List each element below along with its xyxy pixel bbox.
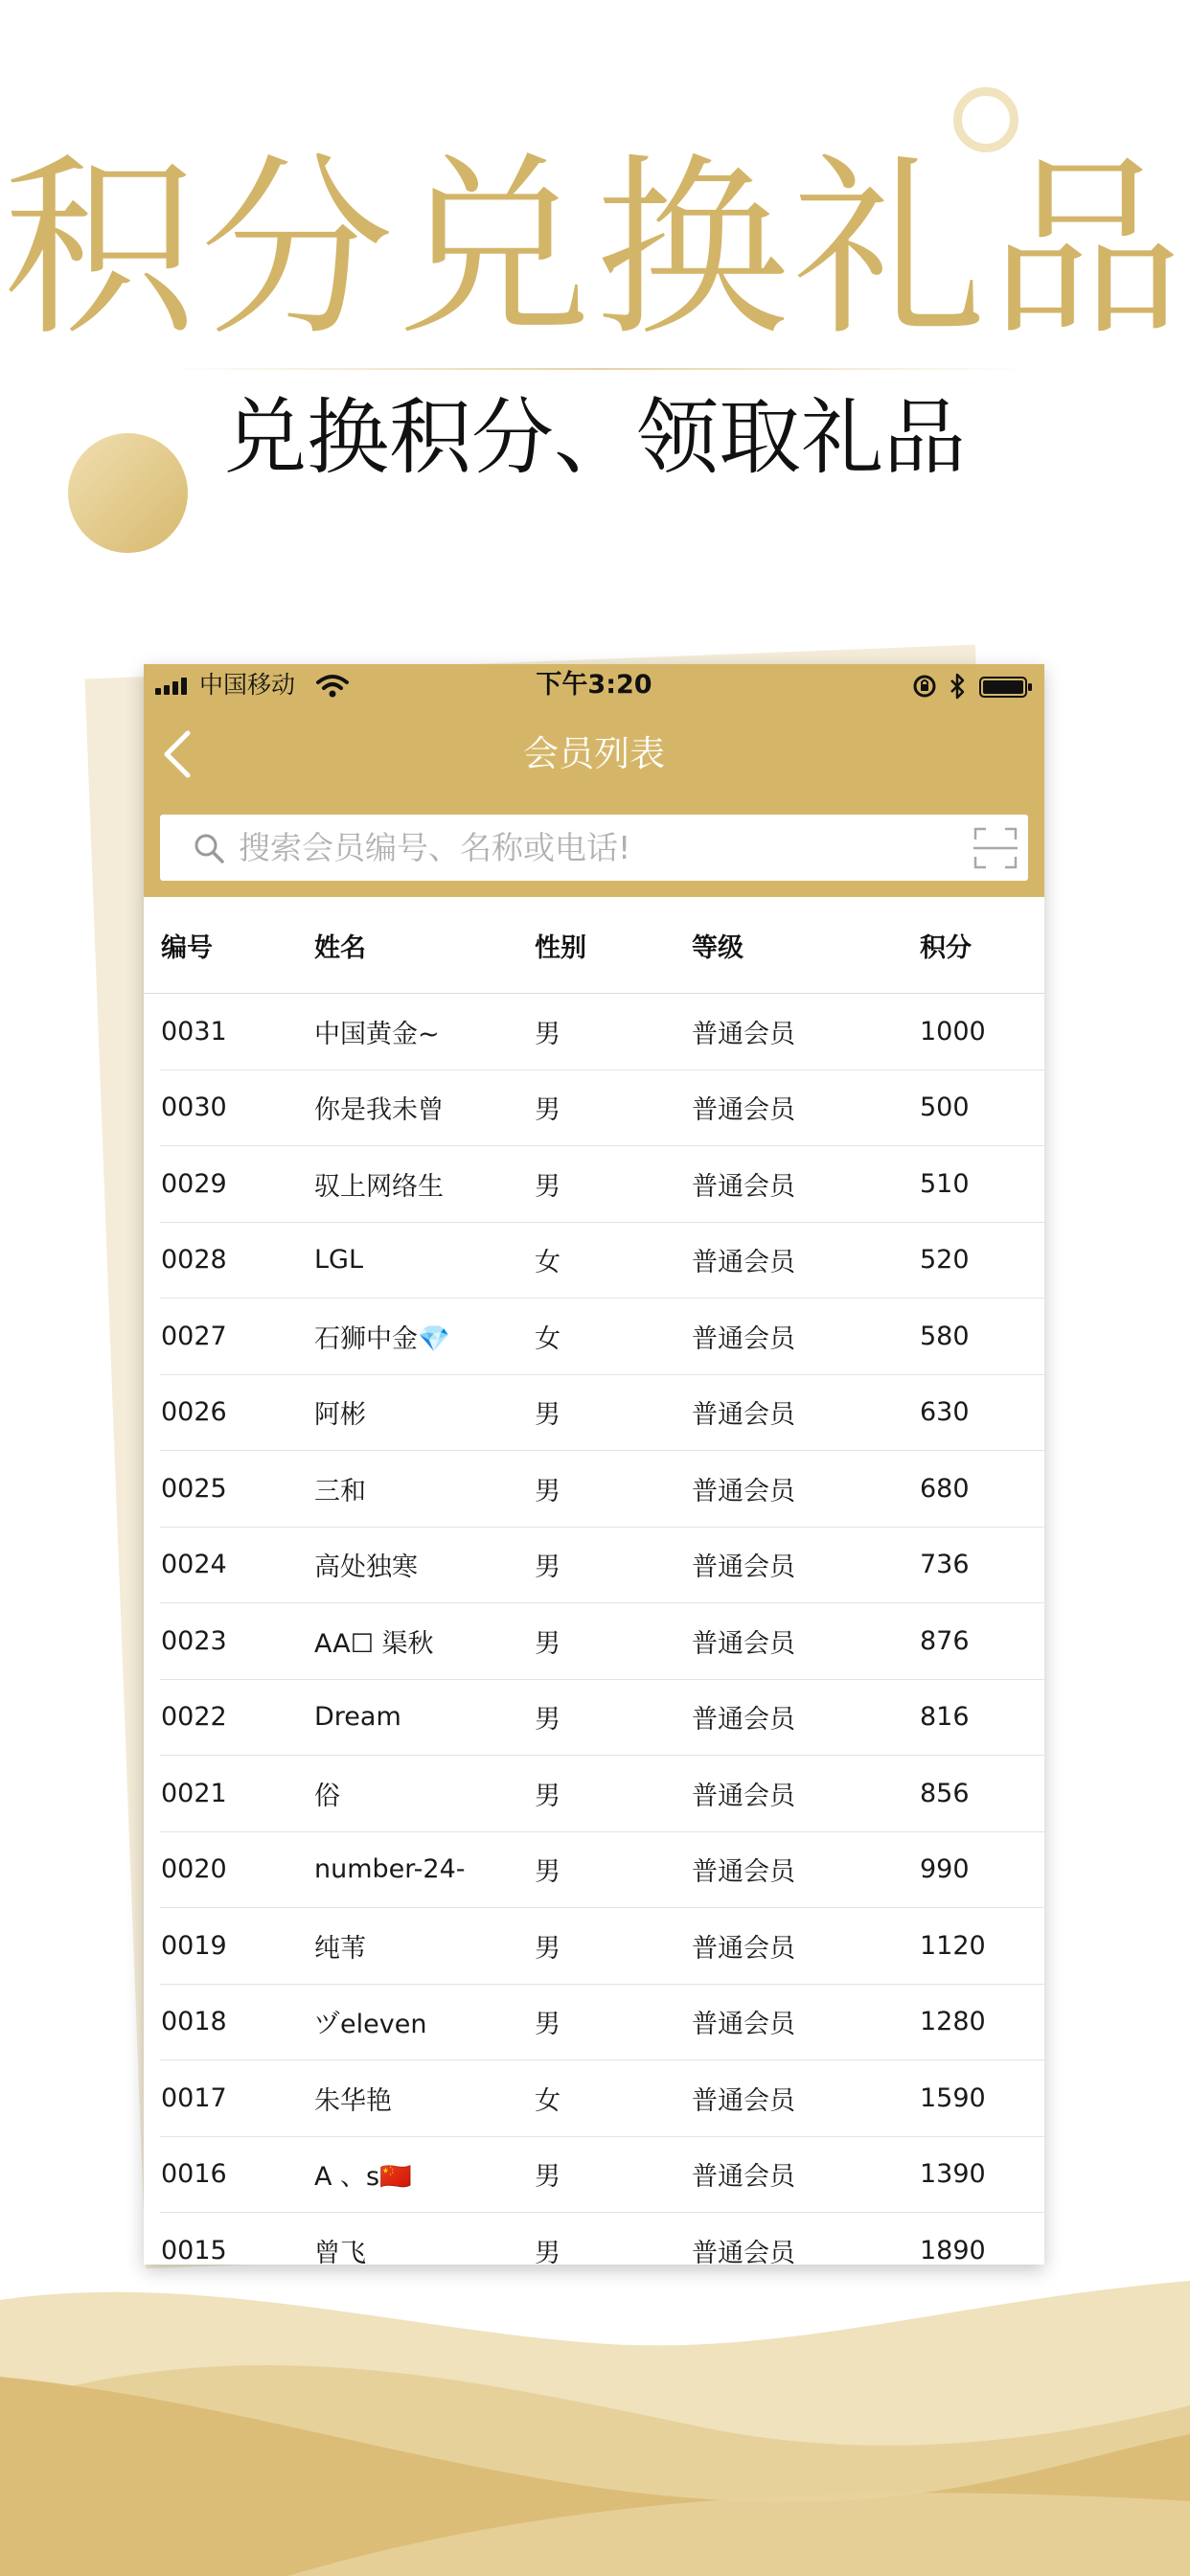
cell-id: 0027 (161, 1321, 227, 1351)
cell-level: 普通会员 (692, 1095, 795, 1126)
cell-level: 普通会员 (692, 2238, 795, 2265)
cell-name: 俗 (314, 1781, 340, 1811)
cell-level: 普通会员 (692, 1019, 795, 1049)
table-row[interactable] (160, 1908, 1044, 1985)
cell-level: 普通会员 (692, 1933, 795, 1964)
table-row[interactable] (160, 1375, 1044, 1452)
cell-id: 0015 (161, 2235, 227, 2265)
cell-gender: 男 (535, 1552, 561, 1583)
table-row[interactable] (160, 2213, 1044, 2265)
cell-level: 普通会员 (692, 1171, 795, 1202)
cell-level: 普通会员 (692, 1248, 795, 1278)
cell-points: 580 (920, 1321, 970, 1351)
cell-points: 990 (920, 1854, 970, 1885)
table-row[interactable] (160, 1146, 1044, 1223)
table-row[interactable] (160, 1756, 1044, 1832)
cell-name: 驭上网络生 (314, 1171, 444, 1202)
cell-level: 普通会员 (692, 1400, 795, 1431)
header-level: 等级 (692, 932, 744, 963)
table-row[interactable] (160, 1603, 1044, 1680)
cell-name: 高处独寒 (314, 1552, 418, 1583)
cell-points: 876 (920, 1625, 970, 1656)
cell-points: 680 (920, 1473, 970, 1504)
cell-level: 普通会员 (692, 1476, 795, 1506)
cell-name: ヅeleven (314, 2010, 427, 2040)
cell-id: 0030 (161, 1092, 227, 1123)
cell-level: 普通会员 (692, 2162, 795, 2193)
cell-level: 普通会员 (692, 2010, 795, 2040)
cell-name: 阿彬 (314, 1400, 366, 1431)
cell-gender: 男 (535, 1476, 561, 1506)
cell-name: 曾飞 (314, 2238, 366, 2265)
decorative-circle (68, 433, 188, 553)
bluetooth-icon (949, 673, 966, 700)
cell-gender: 男 (535, 1857, 561, 1888)
cell-id: 0031 (161, 1016, 227, 1046)
orientation-lock-icon (912, 674, 937, 699)
cell-gender: 男 (535, 2010, 561, 2040)
cell-points: 520 (920, 1245, 970, 1276)
cell-name: 石狮中金💎 (314, 1323, 450, 1354)
table-row[interactable] (160, 1680, 1044, 1757)
page-title: 会员列表 (523, 733, 665, 774)
cell-gender: 男 (535, 1781, 561, 1811)
table-row[interactable] (160, 2060, 1044, 2137)
cell-level: 普通会员 (692, 1552, 795, 1583)
cell-id: 0017 (161, 2082, 227, 2113)
cell-gender: 男 (535, 1095, 561, 1126)
cell-gender: 男 (535, 1171, 561, 1202)
cell-id: 0025 (161, 1473, 227, 1504)
cell-id: 0028 (161, 1245, 227, 1276)
carrier-label: 中国移动 (199, 671, 296, 699)
cell-gender: 男 (535, 1019, 561, 1049)
cell-id: 0024 (161, 1550, 227, 1580)
cell-id: 0016 (161, 2159, 227, 2190)
table-header-row (144, 897, 1044, 994)
cell-points: 1590 (920, 2082, 986, 2113)
header-gender: 性别 (535, 932, 586, 963)
cell-name: 中国黄金~ (314, 1019, 440, 1049)
cell-points: 510 (920, 1168, 970, 1199)
cell-points: 1890 (920, 2235, 986, 2265)
headline-divider (168, 368, 1030, 370)
cell-level: 普通会员 (692, 1705, 795, 1736)
table-row[interactable] (160, 1528, 1044, 1604)
search-bar[interactable] (160, 815, 1028, 881)
battery-icon (979, 677, 1033, 698)
cell-points: 1280 (920, 2007, 986, 2037)
cell-id: 0018 (161, 2007, 227, 2037)
header-id: 编号 (161, 932, 213, 963)
cell-gender: 男 (535, 2238, 561, 2265)
poster-headline: 积分兑换礼品 (3, 136, 1187, 362)
cell-id: 0026 (161, 1397, 227, 1428)
cell-points: 500 (920, 1092, 970, 1123)
phone-screen (144, 664, 1044, 2265)
table-row[interactable] (160, 1832, 1044, 1909)
cell-level: 普通会员 (692, 1781, 795, 1811)
cell-points: 856 (920, 1778, 970, 1808)
status-bar (144, 664, 1044, 706)
cell-id: 0029 (161, 1168, 227, 1199)
header-points: 积分 (920, 932, 972, 963)
cell-gender: 男 (535, 2162, 561, 2193)
cell-gender: 男 (535, 1705, 561, 1736)
table-row[interactable] (160, 2137, 1044, 2214)
cell-gender: 男 (535, 1400, 561, 1431)
cell-id: 0021 (161, 1778, 227, 1808)
cell-gender: 男 (535, 1628, 561, 1659)
cell-gender: 女 (535, 2085, 561, 2116)
cell-gender: 男 (535, 1933, 561, 1964)
cell-gender: 女 (535, 1323, 561, 1354)
cell-name: 朱华艳 (314, 2085, 392, 2116)
cell-name: 纯苇 (314, 1933, 366, 1964)
cell-name: number-24- (314, 1854, 466, 1885)
table-row[interactable] (160, 1451, 1044, 1528)
cell-points: 736 (920, 1550, 970, 1580)
member-table (144, 897, 1044, 2265)
cell-level: 普通会员 (692, 1857, 795, 1888)
table-row[interactable] (160, 1070, 1044, 1147)
search-input[interactable] (239, 815, 909, 881)
cell-name: 三和 (314, 1476, 366, 1506)
table-body (144, 994, 1044, 2265)
cell-points: 816 (920, 1702, 970, 1733)
table-row[interactable] (160, 1223, 1044, 1300)
cell-points: 1000 (920, 1016, 986, 1046)
cell-name: Dream (314, 1702, 401, 1733)
cell-level: 普通会员 (692, 1323, 795, 1354)
scan-icon[interactable] (973, 826, 1018, 870)
cell-name: LGL (314, 1245, 364, 1276)
search-icon (193, 832, 225, 864)
cell-name: 你是我未曾 (314, 1095, 444, 1126)
table-row[interactable] (160, 1299, 1044, 1375)
cell-name: AA☐ 渠秋 (314, 1628, 434, 1659)
status-time: 下午3:20 (536, 670, 652, 700)
cell-points: 1390 (920, 2159, 986, 2190)
table-row[interactable] (160, 1985, 1044, 2061)
cell-points: 630 (920, 1397, 970, 1428)
app-header (144, 664, 1044, 897)
cell-level: 普通会员 (692, 1628, 795, 1659)
cell-gender: 女 (535, 1248, 561, 1278)
poster-subtitle: 兑换积分、领取礼品 (224, 390, 966, 486)
nav-bar (144, 706, 1044, 802)
cell-id: 0019 (161, 1930, 227, 1961)
header-name: 姓名 (314, 932, 366, 963)
cell-level: 普通会员 (692, 2085, 795, 2116)
cell-id: 0023 (161, 1625, 227, 1656)
decorative-waves (0, 2262, 1190, 2576)
cell-points: 1120 (920, 1930, 986, 1961)
cell-name: A 、s🇨🇳 (314, 2162, 412, 2193)
table-row[interactable] (160, 994, 1044, 1070)
cell-id: 0022 (161, 1702, 227, 1733)
cell-id: 0020 (161, 1854, 227, 1885)
